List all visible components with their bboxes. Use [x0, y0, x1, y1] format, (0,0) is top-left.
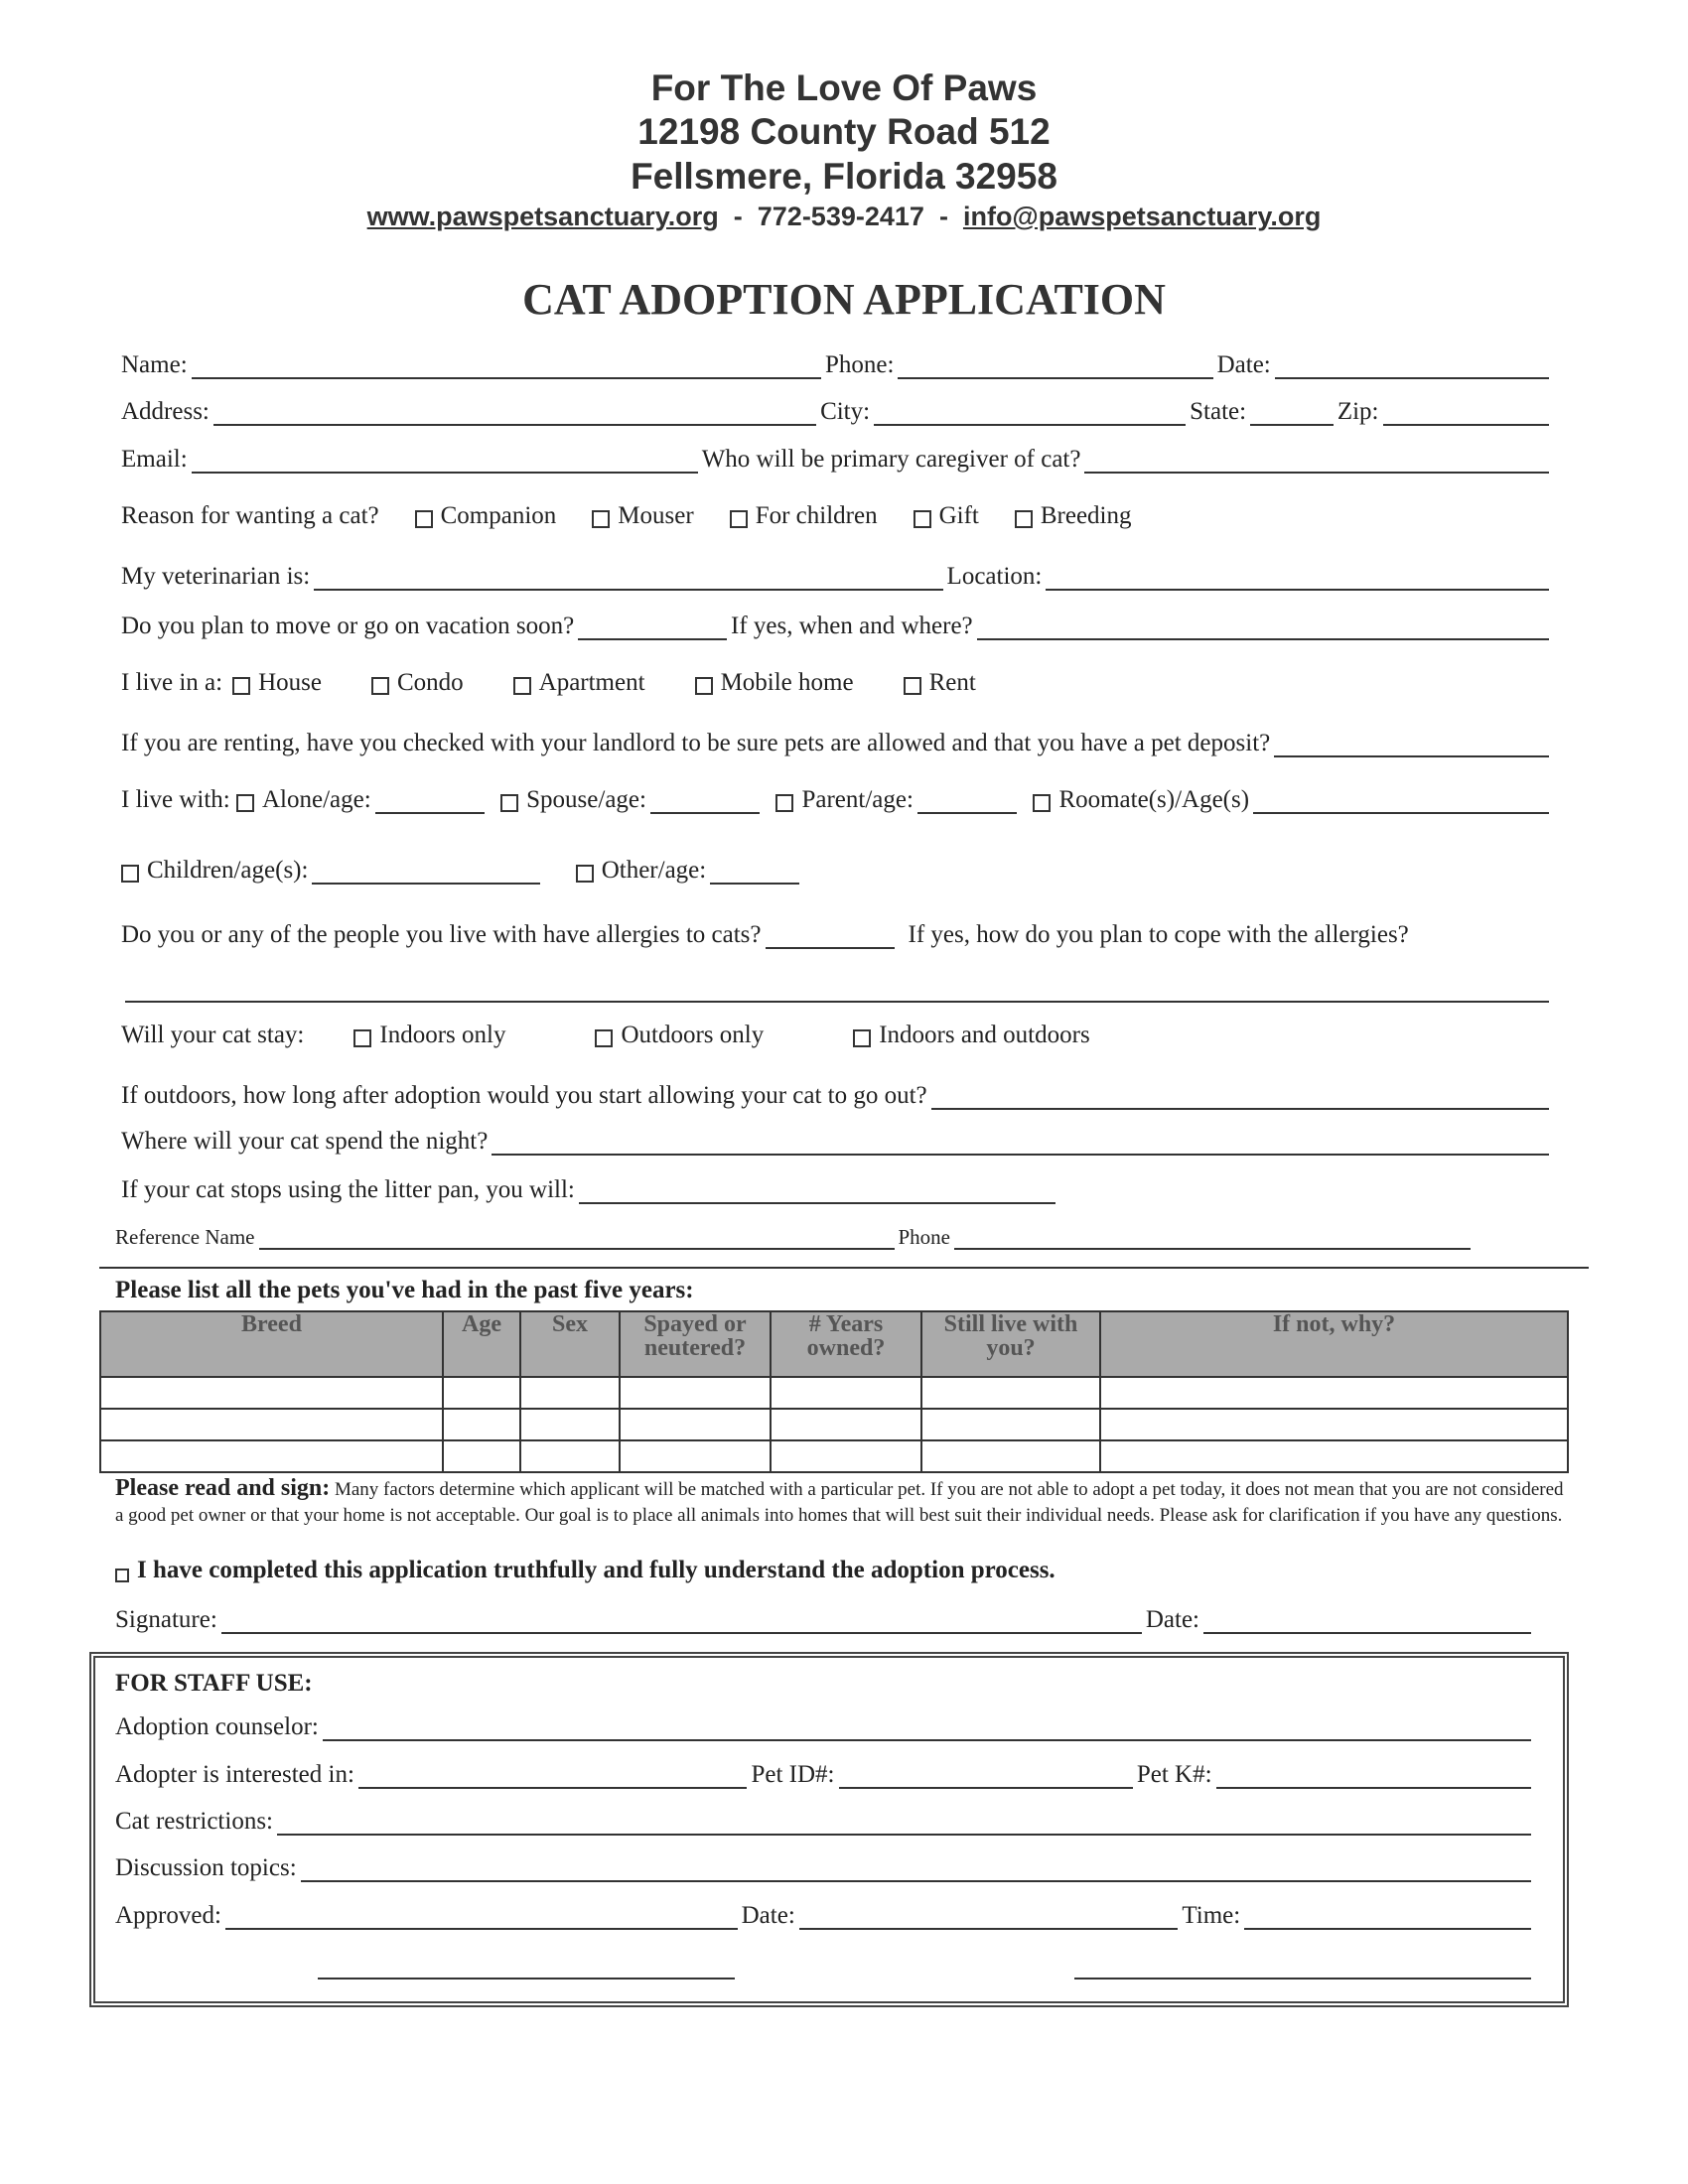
vet-field[interactable]: [314, 563, 942, 591]
sign-date-label: Date:: [1145, 1606, 1199, 1633]
checkbox[interactable]: [576, 865, 594, 883]
checkbox[interactable]: [592, 510, 610, 528]
staff-section: [89, 1652, 1569, 2007]
checkbox[interactable]: [500, 794, 518, 812]
reason-label: Reason for wanting a cat?: [121, 502, 379, 529]
table-row: [100, 1409, 1568, 1440]
live-other[interactable]: [576, 857, 804, 885]
checkbox[interactable]: [513, 677, 531, 695]
email-row: [121, 440, 1553, 474]
stay-indoors[interactable]: [353, 1022, 505, 1049]
sign-heading: Please read and sign:: [115, 1475, 331, 1501]
litter-row: [121, 1170, 1553, 1204]
reason-companion[interactable]: [415, 502, 557, 530]
agree-row[interactable]: [115, 1551, 1547, 1584]
caregiver-label: Who will be primary caregiver of cat?: [701, 446, 1081, 473]
pets-title: Please list all the pets you've had in the past five years:: [115, 1277, 694, 1303]
stay-label: Will your cat stay:: [121, 1022, 305, 1048]
option-label: Breeding: [1040, 502, 1132, 529]
cell[interactable]: [921, 1409, 1100, 1440]
pet-id-field[interactable]: [839, 1761, 1133, 1789]
column-breed: Breed: [100, 1311, 443, 1377]
litter-field[interactable]: [579, 1176, 1055, 1204]
reference-name-field[interactable]: [259, 1222, 895, 1250]
option-label: Outdoors only: [621, 1022, 765, 1048]
separator: -: [938, 202, 948, 231]
home-row: [121, 663, 1553, 697]
address-row: [121, 392, 1553, 426]
cell[interactable]: [100, 1440, 443, 1472]
checkbox[interactable]: [1015, 510, 1033, 528]
checkbox[interactable]: [775, 794, 793, 812]
cope-field[interactable]: [125, 975, 1549, 1003]
age-field[interactable]: [917, 786, 1017, 814]
date-label: Date:: [1216, 351, 1271, 378]
cell[interactable]: [921, 1377, 1100, 1409]
home-condo[interactable]: [371, 669, 464, 697]
cell[interactable]: [520, 1409, 620, 1440]
live-children[interactable]: [121, 857, 544, 885]
address-field[interactable]: [213, 398, 816, 426]
reference-row: [115, 1216, 1547, 1250]
counselor-row: [115, 1707, 1535, 1741]
checkbox[interactable]: [415, 510, 433, 528]
pet-k-label: Pet K#:: [1136, 1761, 1212, 1788]
interest-row: [115, 1755, 1535, 1789]
allergies-field[interactable]: [766, 921, 895, 949]
email-link[interactable]: info@pawspetsanctuary.org: [962, 202, 1322, 231]
sign-date-field[interactable]: [1203, 1606, 1531, 1634]
cell[interactable]: [443, 1377, 520, 1409]
cell[interactable]: [443, 1409, 520, 1440]
stay-row: [121, 1016, 1553, 1049]
time-label: Time:: [1182, 1902, 1241, 1929]
renting-row: [121, 724, 1553, 757]
checkbox[interactable]: [730, 510, 748, 528]
checkbox[interactable]: [695, 677, 713, 695]
cell[interactable]: [1100, 1440, 1568, 1472]
live-with-row: [121, 780, 1553, 814]
age-field[interactable]: [1253, 786, 1549, 814]
night-row: [121, 1122, 1553, 1156]
option-label: Mobile home: [720, 669, 854, 696]
city-field[interactable]: [874, 398, 1186, 426]
checkbox[interactable]: [1033, 794, 1051, 812]
home-rent[interactable]: [904, 669, 976, 697]
renting-label: If you are renting, have you checked with your landlord to be sure pets are allowed and that you have a pet deposit?: [121, 730, 1271, 756]
cell[interactable]: [443, 1440, 520, 1472]
vet-label: My veterinarian is:: [121, 563, 311, 590]
table-row: [100, 1377, 1568, 1409]
approved-label: Approved:: [115, 1902, 221, 1929]
topics-row: [115, 1848, 1535, 1882]
state-label: State:: [1190, 398, 1247, 425]
cell[interactable]: [921, 1440, 1100, 1472]
checkbox[interactable]: [904, 677, 921, 695]
counselor-field[interactable]: [323, 1713, 1531, 1741]
cope-row: [121, 969, 1553, 1003]
name-field[interactable]: [192, 351, 821, 379]
cell[interactable]: [520, 1377, 620, 1409]
signature-row: [115, 1600, 1535, 1634]
location-field[interactable]: [1046, 563, 1549, 591]
option-label: Apartment: [538, 669, 645, 696]
home-apartment[interactable]: [513, 669, 645, 697]
reason-for-children[interactable]: [730, 502, 878, 530]
option-label: Condo: [396, 669, 464, 696]
option-label: Parent/age:: [801, 786, 914, 813]
email-field[interactable]: [192, 446, 698, 474]
reference-name-label: Reference Name: [115, 1225, 255, 1249]
checkbox[interactable]: [232, 677, 250, 695]
address-label: Address:: [121, 398, 210, 425]
staff-heading: FOR STAFF USE:: [115, 1670, 313, 1697]
column-spayed: Spayed or neutered?: [620, 1311, 771, 1377]
option-label: Gift: [938, 502, 979, 529]
restrictions-field[interactable]: [277, 1808, 1531, 1836]
age-field[interactable]: [312, 857, 540, 885]
column-still-live: Still live with you?: [921, 1311, 1100, 1377]
live-spouse[interactable]: [500, 786, 764, 814]
night-field[interactable]: [492, 1128, 1549, 1156]
move-row: [121, 607, 1553, 640]
sign-notice: [115, 1475, 1565, 1529]
live-in-label: I live in a:: [121, 669, 223, 696]
option-label: Rent: [928, 669, 976, 696]
name-label: Name:: [121, 351, 188, 378]
contact-line: [0, 202, 1688, 232]
when-label: If yes, when and where?: [731, 613, 973, 639]
date-field[interactable]: [1275, 351, 1549, 379]
option-label: Children/age(s):: [147, 857, 309, 884]
outdoors-label: If outdoors, how long after adoption would you start allowing your cat to go out?: [121, 1082, 927, 1109]
interested-label: Adopter is interested in:: [115, 1761, 354, 1788]
agree-label: I have completed this application truthfully and fully understand the adoption process.: [137, 1557, 1055, 1583]
home-house[interactable]: [232, 669, 322, 697]
org-city: Fellsmere, Florida 32958: [631, 156, 1057, 197]
pet-id-label: Pet ID#:: [751, 1761, 835, 1788]
outdoors-field[interactable]: [931, 1082, 1549, 1110]
checkbox[interactable]: [595, 1029, 613, 1047]
separator: -: [733, 202, 743, 231]
agree-checkbox[interactable]: [115, 1569, 129, 1582]
age-field[interactable]: [650, 786, 760, 814]
location-label: Location:: [946, 563, 1043, 590]
live-roommates[interactable]: [1033, 786, 1553, 814]
option-label: Companion: [440, 502, 557, 529]
cell[interactable]: [771, 1409, 921, 1440]
org-street: 12198 County Road 512: [637, 111, 1051, 152]
cell[interactable]: [100, 1377, 443, 1409]
option-label: For children: [755, 502, 878, 529]
option-label: Mouser: [618, 502, 694, 529]
column-age: Age: [443, 1311, 520, 1377]
signature-field[interactable]: [221, 1606, 1142, 1634]
when-field[interactable]: [977, 613, 1549, 640]
divider: [99, 1267, 1589, 1269]
cell[interactable]: [100, 1409, 443, 1440]
age-field[interactable]: [710, 857, 799, 885]
reason-gift[interactable]: [914, 502, 979, 530]
blank-line[interactable]: [318, 1952, 735, 1979]
renting-field[interactable]: [1274, 730, 1549, 757]
table-row: [100, 1440, 1568, 1472]
litter-label: If your cat stops using the litter pan, you will:: [121, 1176, 575, 1203]
live-with-label: I live with:: [121, 786, 230, 813]
caregiver-field[interactable]: [1084, 446, 1549, 474]
time-field[interactable]: [1244, 1902, 1531, 1930]
checkbox[interactable]: [853, 1029, 871, 1047]
state-field[interactable]: [1250, 398, 1334, 426]
cell[interactable]: [620, 1409, 771, 1440]
stay-both[interactable]: [853, 1022, 1089, 1049]
signature-label: Signature:: [115, 1606, 217, 1633]
phone-number: 772-539-2417: [757, 202, 924, 231]
cell[interactable]: [520, 1440, 620, 1472]
counselor-label: Adoption counselor:: [115, 1713, 319, 1740]
column-sex: Sex: [520, 1311, 620, 1377]
restrictions-row: [115, 1802, 1535, 1836]
option-label: Indoors and outdoors: [879, 1022, 1090, 1048]
staff-date-label: Date:: [741, 1902, 795, 1929]
topics-field[interactable]: [301, 1854, 1531, 1882]
zip-label: Zip:: [1336, 398, 1379, 425]
checkbox[interactable]: [371, 677, 389, 695]
org-name: For The Love Of Paws: [650, 68, 1038, 108]
staff-date-field[interactable]: [799, 1902, 1179, 1930]
home-mobile[interactable]: [695, 669, 854, 697]
blank-line[interactable]: [1074, 1952, 1531, 1979]
reason-mouser[interactable]: [592, 502, 693, 530]
city-label: City:: [820, 398, 871, 425]
reference-phone-label: Phone: [898, 1225, 950, 1249]
zip-field[interactable]: [1383, 398, 1550, 426]
approved-row: [115, 1896, 1535, 1930]
night-label: Where will your cat spend the night?: [121, 1128, 489, 1155]
age-field[interactable]: [375, 786, 485, 814]
cell[interactable]: [620, 1440, 771, 1472]
form-title: CAT ADOPTION APPLICATION: [522, 275, 1166, 324]
reason-breeding[interactable]: [1015, 502, 1132, 530]
cell[interactable]: [771, 1440, 921, 1472]
checkbox[interactable]: [914, 510, 931, 528]
email-label: Email:: [121, 446, 188, 473]
allergies-row: [121, 915, 1553, 949]
checkbox[interactable]: [353, 1029, 371, 1047]
website-link[interactable]: www.pawspetsanctuary.org: [366, 202, 719, 231]
pet-k-field[interactable]: [1216, 1761, 1531, 1789]
cope-label: If yes, how do you plan to cope with the allergies?: [908, 921, 1409, 948]
phone-field[interactable]: [898, 351, 1212, 379]
option-label: Alone/age:: [261, 786, 371, 813]
reason-row: [121, 496, 1553, 530]
option-label: House: [258, 669, 322, 696]
option-label: Roomate(s)/Age(s): [1058, 786, 1250, 813]
option-label: Other/age:: [601, 857, 707, 884]
restrictions-label: Cat restrictions:: [115, 1808, 273, 1835]
checkbox[interactable]: [236, 794, 254, 812]
column-years: # Years owned?: [771, 1311, 921, 1377]
checkbox[interactable]: [121, 865, 139, 883]
vet-row: [121, 557, 1553, 591]
phone-label: Phone:: [824, 351, 895, 378]
pets-table: [99, 1310, 1569, 1473]
live-parent[interactable]: [775, 786, 1020, 814]
option-label: Spouse/age:: [526, 786, 646, 813]
children-row: [121, 851, 1553, 885]
stay-outdoors[interactable]: [595, 1022, 764, 1049]
sign-text: Many factors determine which applicant will be matched with a particular pet. If you are not able to adopt a pet today, it does not mean that you are not considered a good pet owner or that your home is not acceptable. Our goal is to place all animals into homes that will best suit their individual needs. Please ask for clarification if you have any questions.: [115, 1479, 1564, 1526]
live-alone[interactable]: [236, 786, 489, 814]
extra-lines-row: [115, 1946, 1535, 1979]
cell[interactable]: [1100, 1409, 1568, 1440]
cell[interactable]: [771, 1377, 921, 1409]
allergies-label: Do you or any of the people you live with have allergies to cats?: [121, 921, 762, 948]
outdoors-row: [121, 1076, 1553, 1110]
reference-phone-field[interactable]: [954, 1222, 1471, 1250]
cell[interactable]: [620, 1377, 771, 1409]
cell[interactable]: [1100, 1377, 1568, 1409]
interested-field[interactable]: [358, 1761, 748, 1789]
option-label: Indoors only: [379, 1022, 506, 1048]
approved-field[interactable]: [225, 1902, 738, 1930]
column-why: If not, why?: [1100, 1311, 1568, 1377]
table-header: [100, 1311, 1568, 1377]
move-label: Do you plan to move or go on vacation soon?: [121, 613, 575, 639]
name-row: [121, 345, 1553, 379]
move-field[interactable]: [578, 613, 727, 640]
topics-label: Discussion topics:: [115, 1854, 297, 1881]
